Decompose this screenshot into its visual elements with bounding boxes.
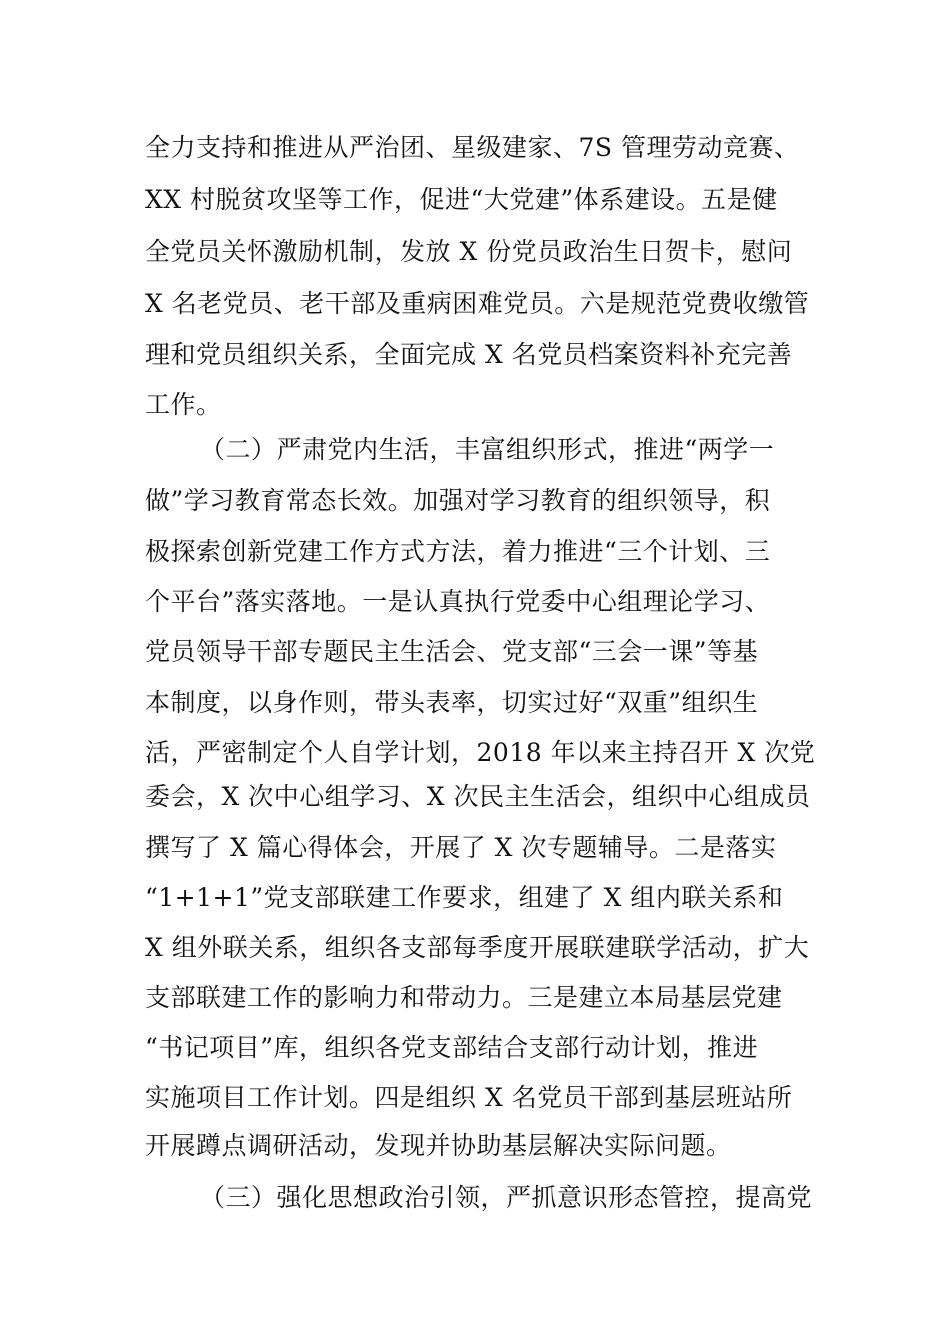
text-line: 撰写了 X 篇心得体会，开展了 X 次专题辅导。二是落实 — [145, 833, 777, 862]
section-heading-3: （三）强化思想政治引领，严抓意识形态管控，提高党 — [200, 1183, 813, 1212]
text-line: 实施项目工作计划。四是组织 X 名党员干部到基层班站所 — [145, 1083, 793, 1112]
text-line: 极探索创新党建工作方式方法，着力推进“三个计划、三 — [145, 537, 771, 566]
text-line: 工作。 — [145, 390, 222, 419]
text-line: 委会，X 次中心组学习、X 次民主生活会，组织中心组成员 — [145, 782, 811, 811]
text-line: X 组外联关系，组织各支部每季度开展联建联学活动，扩大 — [145, 933, 810, 962]
text-line: 本制度，以身作则，带头表率，切实过好“双重”组织生 — [145, 688, 759, 717]
text-line: 个平台”落实落地。一是认真执行党委中心组理论学习、 — [145, 587, 771, 616]
text-line: XX 村脱贫攻坚等工作，促进“大党建”体系建设。五是健 — [145, 185, 778, 214]
text-line: 活，严密制定个人自学计划，2018 年以来主持召开 X 次党 — [145, 738, 816, 767]
text-line: 支部联建工作的影响力和带动力。三是建立本局基层党建 — [145, 983, 783, 1012]
text-line: 党员领导干部专题民主生活会、党支部“三会一课”等基 — [145, 637, 759, 666]
text-line: 做”学习教育常态长效。加强对学习教育的组织领导，积 — [145, 486, 771, 515]
text-line: “1+1+1”党支部联建工作要求，组建了 X 组内联关系和 — [145, 883, 784, 912]
text-line: 全党员关怀激励机制，发放 X 份党员政治生日贺卡，慰问 — [145, 237, 793, 266]
text-line: 理和党员组织关系，全面完成 X 名党员档案资料补充完善 — [145, 340, 793, 369]
text-line: 开展蹲点调研活动，发现并协助基层解决实际问题。 — [145, 1131, 732, 1160]
section-heading-2: （二）严肃党内生活，丰富组织形式，推进“两学一 — [200, 435, 775, 464]
text-line: 全力支持和推进从严治团、星级建家、7S 管理劳动竞赛、 — [145, 133, 800, 162]
text-line: “书记项目”库，组织各党支部结合支部行动计划，推进 — [145, 1033, 759, 1062]
text-line: X 名老党员、老干部及重病困难党员。六是规范党费收缴管 — [145, 289, 810, 318]
